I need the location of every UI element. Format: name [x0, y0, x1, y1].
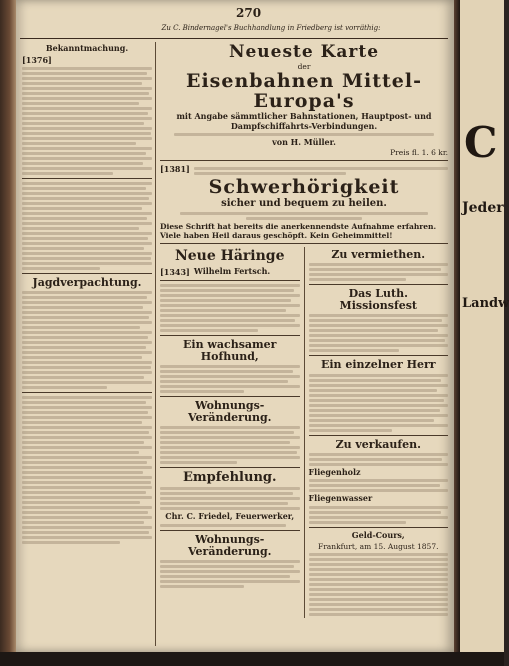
bottom-shadow	[0, 652, 504, 666]
mission-festival-title: Das Luth. Missionsfest	[339, 287, 417, 313]
herring-byline	[160, 267, 300, 277]
illegible-text-block	[22, 291, 152, 389]
for-rent-title: Zu vermiethen.	[331, 248, 426, 262]
exchange-rates-date: Frankfurt, am 15. August 1857.	[318, 541, 439, 551]
divider	[160, 467, 300, 468]
recommendation-title: Empfehlung.	[182, 469, 277, 485]
book-spine-left	[0, 0, 16, 666]
running-head: Zu C. Bindernagel's Buchhandlung in Friedberg ist vorräthig:	[161, 24, 381, 32]
moving-notice-title: Wohnungs-Veränderung.	[188, 398, 272, 424]
illegible-text-block	[160, 524, 300, 527]
single-gentleman-title: Ein einzelner Herr	[320, 358, 436, 372]
divider	[160, 280, 300, 281]
flywater-title: Fliegenwasser	[308, 493, 373, 504]
facing-page-fragment: Landw	[462, 296, 509, 311]
rail-map-author: von H. Müller.	[272, 137, 336, 148]
left-section-title: Jagdverpachtung.	[32, 275, 142, 289]
subcolumn-separator	[304, 247, 305, 618]
illegible-text-block	[309, 263, 449, 281]
for-sale-title: Zu verkaufen.	[335, 437, 421, 451]
divider	[160, 335, 300, 336]
exchange-rates-title: Geld-Cours,	[351, 529, 405, 540]
facing-page-fragment: Jeder	[462, 200, 504, 216]
illegible-text-block	[309, 479, 449, 492]
herring-number: [1343]	[160, 266, 190, 277]
herring-title: Neue Häringe	[174, 248, 285, 265]
right-column	[160, 42, 448, 646]
rail-map-subtitle: mit Angabe sämmtlicher Bahnstationen, Hauptpost- und Dampfschiffahrts-Verbindungen.	[176, 111, 432, 131]
newspaper-page	[16, 0, 454, 652]
facing-page-fragment: C	[464, 118, 498, 167]
facing-page	[460, 0, 509, 666]
illegible-text-block	[160, 133, 448, 136]
hearing-ad-number: [1381]	[160, 164, 190, 175]
ad-subcolumn-left	[160, 247, 300, 618]
flypaper-title: Fliegenholz	[308, 466, 361, 477]
left-heading: Bekanntmachung.	[45, 43, 129, 53]
divider	[309, 284, 449, 285]
column-separator	[155, 42, 156, 646]
illegible-text-block	[22, 182, 152, 270]
page-number: 270	[236, 6, 262, 20]
illegible-text-block	[22, 396, 152, 544]
illegible-text-block	[309, 506, 449, 524]
illegible-text-block	[160, 560, 300, 588]
ad-subcolumn-right	[309, 247, 449, 618]
illegible-text-block	[309, 453, 449, 466]
rail-map-title: Neueste Karte	[228, 42, 380, 62]
hearing-ad-title: Schwerhörigkeit	[208, 176, 400, 199]
divider	[22, 392, 152, 393]
divider	[309, 435, 449, 436]
ad-subcolumns	[160, 247, 448, 618]
illegible-text-block	[160, 365, 300, 393]
watchdog-title: Ein wachsamer Hofhund,	[183, 337, 277, 363]
divider	[160, 396, 300, 397]
illegible-text-block	[22, 67, 152, 175]
illegible-text-block	[309, 314, 449, 352]
divider	[160, 243, 448, 244]
illegible-text-block	[309, 374, 449, 432]
exchange-rates-table	[309, 553, 449, 616]
divider	[309, 527, 449, 528]
illegible-text-block	[160, 284, 300, 332]
friedel-name: Chr. C. Friedel, Feuerwerker,	[165, 511, 295, 522]
divider	[22, 178, 152, 179]
divider	[309, 355, 449, 356]
divider	[160, 530, 300, 531]
left-ad-number: [1376]	[22, 54, 52, 65]
illegible-text-block	[160, 426, 300, 464]
illegible-text-block	[160, 487, 300, 510]
left-column	[22, 42, 152, 646]
rail-map-der: der	[297, 61, 311, 71]
hearing-ad-note: Diese Schrift hat bereits die anerkennendste Aufnahme erfahren. Viele haben Heil daraus geschöpft. Kein Geheimmittel!	[160, 222, 437, 241]
illegible-text-block	[160, 212, 448, 220]
rail-map-title-2: Eisenbahnen Mittel-Europa's	[185, 70, 423, 113]
header-rule	[20, 38, 448, 39]
herring-author: Wilhelm Fertsch.	[193, 265, 271, 276]
hearing-ad-subtitle: sicher und bequem zu heilen.	[221, 198, 387, 210]
divider	[22, 273, 152, 274]
divider	[160, 160, 448, 161]
rail-map-price: Preis fl. 1. 6 kr.	[390, 147, 448, 157]
moving-notice-2-title: Wohnungs-Veränderung.	[188, 532, 272, 558]
